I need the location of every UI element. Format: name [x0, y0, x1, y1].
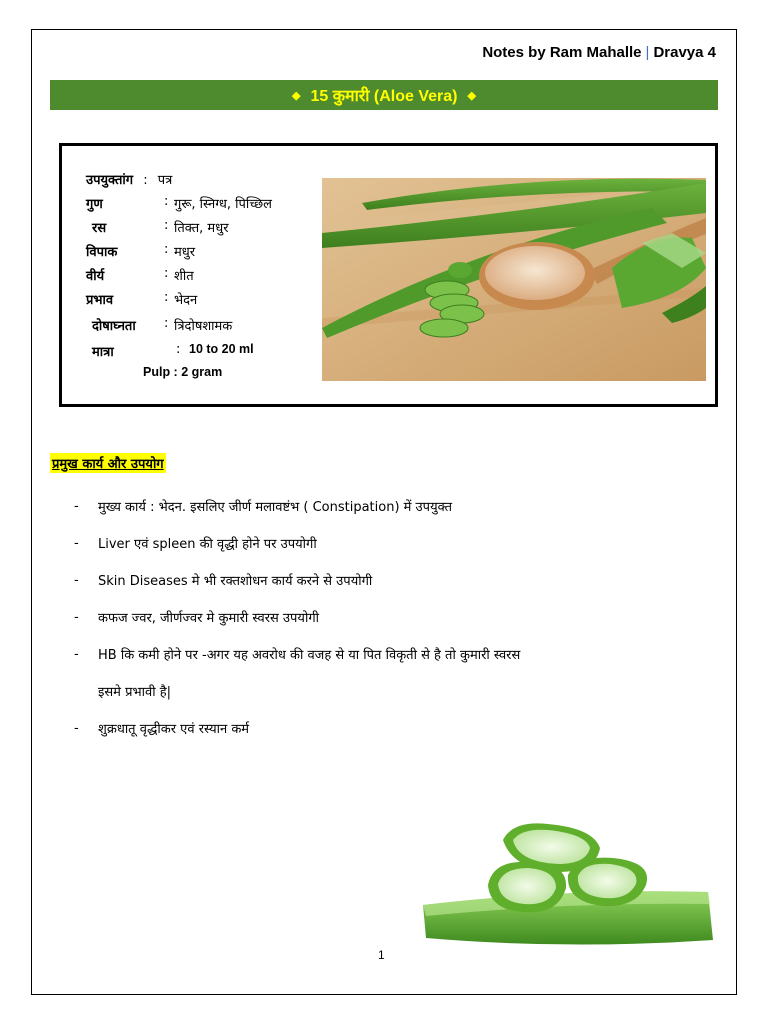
bullet-marker: -	[74, 573, 79, 588]
pulp-dose: Pulp : 2 gram	[143, 365, 223, 379]
property-value: शीत	[174, 269, 194, 284]
property-value: मधुर	[174, 245, 196, 260]
property-value: गुरू, स्निग्ध, पिच्छिल	[174, 197, 272, 212]
property-row	[92, 342, 254, 360]
property-colon: :	[164, 218, 169, 233]
list-item: शुक्रधातू वृद्धीकर एवं रस्यान कर्म	[98, 722, 250, 737]
header-separator: |	[645, 44, 650, 61]
property-row	[92, 218, 229, 236]
title-bar	[50, 80, 718, 110]
property-key: गुण	[86, 197, 103, 212]
bullet-marker: -	[74, 647, 79, 662]
property-colon: :	[143, 173, 148, 188]
property-colon: :	[164, 242, 169, 257]
property-colon: :	[164, 266, 169, 281]
property-row	[86, 170, 172, 188]
page-header	[482, 44, 716, 61]
list-item: मुख्य कार्य : भेदन. इसलिए जीर्ण मलावष्टंभ ( Constipation) में उपयुक्त	[98, 500, 452, 515]
property-value: भेदन	[174, 293, 198, 308]
aloe-vera-slices-image	[418, 800, 718, 970]
bullet-marker: -	[74, 536, 79, 551]
property-key: मात्रा	[92, 345, 114, 360]
bullet-marker: -	[74, 499, 79, 514]
property-colon: :	[176, 342, 181, 357]
list-item: Skin Diseases मे भी रक्तशोधन कार्य करने से उपयोगी	[98, 574, 373, 589]
property-value: त्रिदोषशामक	[174, 319, 233, 334]
property-row	[86, 194, 272, 212]
property-value: पत्र	[157, 173, 173, 188]
aloe-vera-spoon-image	[322, 178, 706, 381]
header-subject: Dravya 4	[653, 44, 716, 61]
property-key: विपाक	[86, 245, 118, 260]
diamond-icon: ◆	[292, 89, 301, 102]
list-item: Liver एवं spleen की वृद्धी होने पर उपयोगी	[98, 537, 317, 552]
list-item: कफज ज्वर, जीर्णज्वर मे कुमारी स्वरस उपयोगी	[98, 611, 320, 626]
section-heading: प्रमुख कार्य और उपयोग	[50, 453, 166, 473]
diamond-icon: ◆	[467, 89, 476, 102]
property-key: प्रभाव	[86, 293, 114, 308]
property-row	[92, 316, 233, 334]
property-row	[86, 290, 198, 308]
property-value: तिक्त, मधुर	[174, 221, 229, 236]
property-row	[86, 242, 196, 260]
list-item-continuation: इसमे प्रभावी है|	[98, 685, 171, 700]
property-colon: :	[164, 194, 169, 209]
bullet-marker: -	[74, 721, 79, 736]
property-key: वीर्य	[86, 269, 105, 284]
property-colon: :	[164, 290, 169, 305]
list-item: HB कि कमी होने पर -अगर यह अवरोध की वजह से या पित विकृती से है तो कुमारी स्वरस	[98, 648, 521, 663]
property-key: रस	[92, 221, 107, 236]
property-key: दोषाघ्नता	[92, 319, 136, 334]
bullet-marker: -	[74, 610, 79, 625]
header-author: Notes by Ram Mahalle	[482, 44, 642, 61]
property-value: 10 to 20 ml	[189, 342, 254, 356]
page-number: 1	[378, 948, 385, 962]
page-title: 15 कुमारी (Aloe Vera)	[310, 88, 458, 105]
property-row	[86, 266, 194, 284]
property-colon: :	[164, 316, 169, 331]
property-key: उपयुक्तांग	[86, 173, 134, 188]
